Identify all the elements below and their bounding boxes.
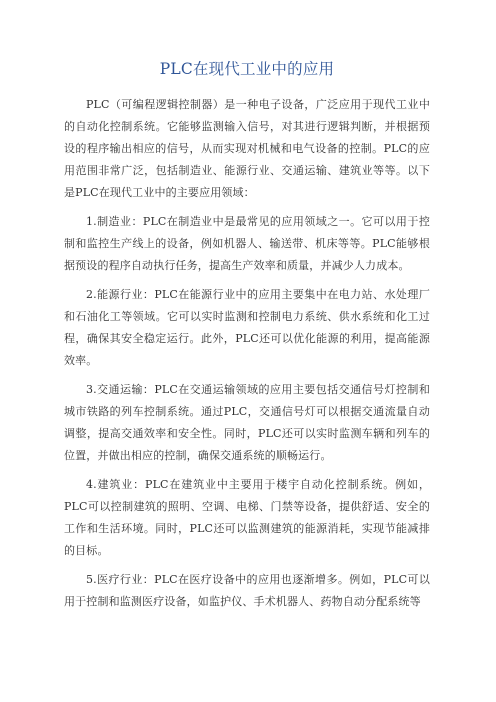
paragraph-manufacturing: 1.制造业：PLC在制造业中是最常见的应用领域之一。它可以用于控制和监控生产线上的设备，例如机器人、输送带、机床等等。PLC能够根据预设的程序自动执行任务，提高生产效率和质量，并减少人力成本。	[64, 215, 430, 272]
paragraph-intro: PLC（可编程逻辑控制器）是一种电子设备，广泛应用于现代工业中的自动化控制系统。它能够监测输入信号，对其进行逻辑判断，并根据预设的程序输出相应的信号，从而实现对机械和电气设备的控制。PLC的应用范围非常广泛，包括制造业、能源行业、交通运输、建筑业等等。以下是PLC在现代工业中的主要应用领域：	[64, 98, 430, 199]
paragraph-medical: 5.医疗行业：PLC在医疗设备中的应用也逐渐增多。例如，PLC可以用于控制和监测医疗设备，如监护仪、手术机器人、药物自动分配系统等	[64, 573, 430, 608]
paragraph-energy: 2.能源行业：PLC在能源行业中的应用主要集中在电力站、水处理厂和石油化工等领域。它可以实时监测和控制电力系统、供水系统和化工过程，确保其安全稳定运行。此外，PLC还可以优化能源的利用，提高能源效率。	[64, 288, 430, 367]
paragraph-construction: 4.建筑业：PLC在建筑业中主要用于楼宇自动化控制系统。例如，PLC可以控制建筑的照明、空调、电梯、门禁等设备，提供舒适、安全的工作和生活环境。同时，PLC还可以监测建筑的能源消耗，实现节能减排的目标。	[64, 478, 430, 557]
document-title: PLC在现代工业中的应用	[159, 60, 335, 78]
paragraph-transportation: 3.交通运输：PLC在交通运输领域的应用主要包括交通信号灯控制和城市铁路的列车控制系统。通过PLC，交通信号灯可以根据交通流量自动调整，提高交通效率和安全性。同时，PLC还可以实时监测车辆和列车的位置，并做出相应的控制，确保交通系统的顺畅运行。	[64, 383, 430, 462]
